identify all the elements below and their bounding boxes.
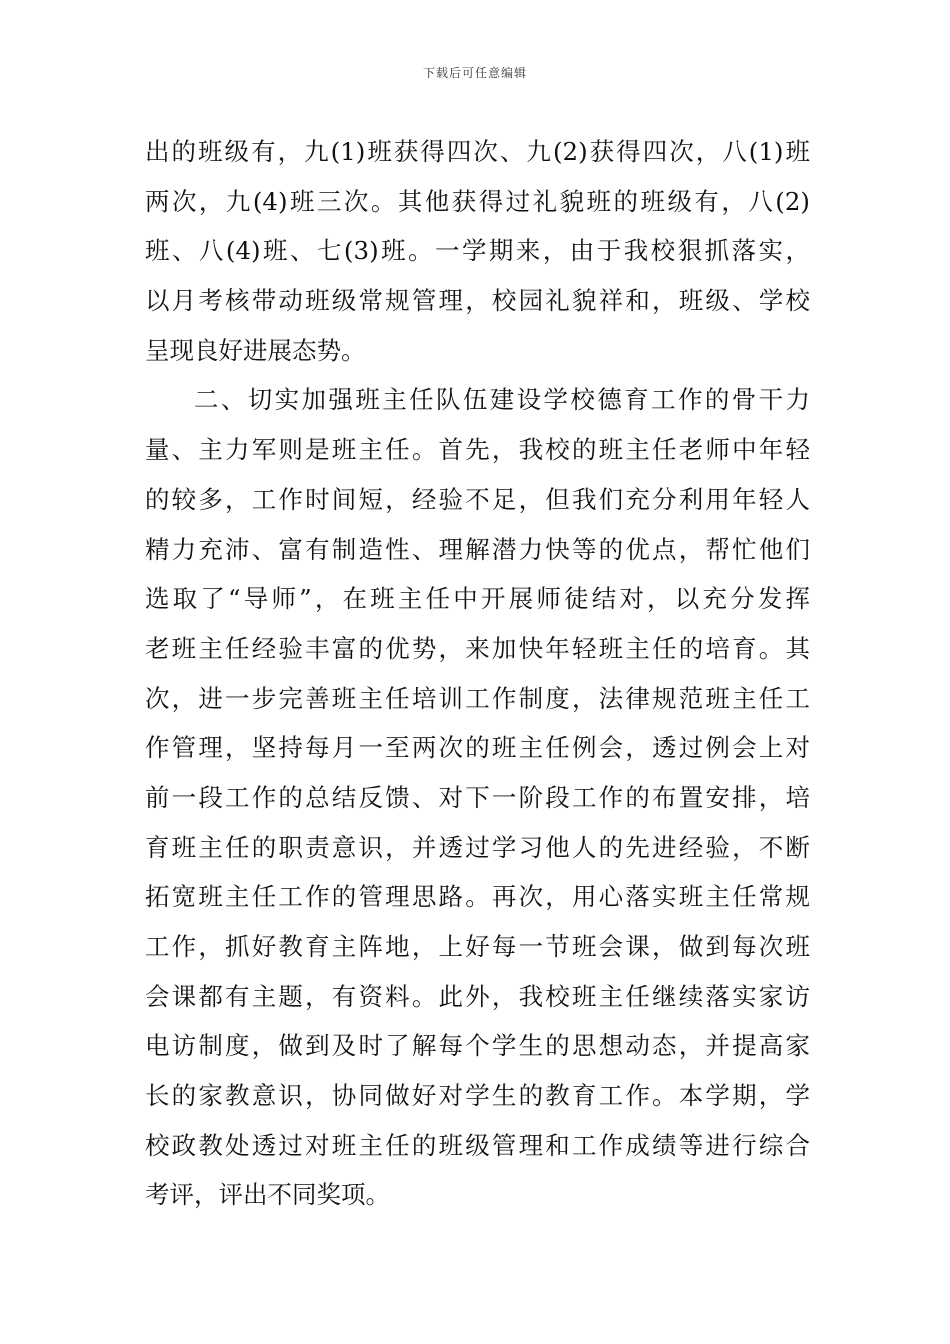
paragraph-1-line-1: 出的班级有，九(1)班获得四次、九(2)获得四次，八(1)班 (145, 137, 810, 166)
paragraph-1-line-4: 以月考核带动班级常规管理，校园礼貌祥和，班级、学校 (145, 286, 810, 316)
paragraph-1-line-5: 呈现良好进展态势。 (145, 335, 366, 365)
paragraph-2-line-4: 精力充沛、富有制造性、理解潜力快等的优点，帮忙他们 (145, 534, 810, 564)
paragraph-2-line-1: 二、切实加强班主任队伍建设学校德育工作的骨干力 (194, 385, 810, 415)
paragraph-2-line-3: 的较多，工作时间短，经验不足，但我们充分利用年轻人 (145, 484, 810, 514)
paragraph-2-line-13: 会课都有主题，有资料。此外，我校班主任继续落实家访 (145, 981, 810, 1011)
paragraph-1-line-3: 班、八(4)班、七(3)班。一学期来，由于我校狠抓落实， (145, 236, 810, 266)
paragraph-2-line-6: 老班主任经验丰富的优势，来加快年轻班主任的培育。其 (145, 633, 810, 663)
paragraph-2-line-15: 长的家教意识，协同做好对学生的教育工作。本学期，学 (145, 1081, 810, 1111)
paragraph-2-line-2: 量、主力军则是班主任。首先，我校的班主任老师中年轻 (145, 435, 810, 465)
paragraph-1-line-2: 两次，九(4)班三次。其他获得过礼貌班的班级有，八(2) (145, 186, 810, 216)
paragraph-2-line-17: 考评，评出不同奖项。 (145, 1180, 390, 1210)
paragraph-2-line-11: 拓宽班主任工作的管理思路。再次，用心落实班主任常规 (145, 882, 810, 912)
paragraph-2-line-9: 前一段工作的总结反馈、对下一阶段工作的布置安排，培 (145, 782, 810, 812)
paragraph-2-line-10: 育班主任的职责意识，并透过学习他人的先进经验，不断 (145, 832, 810, 862)
paragraph-2-line-8: 作管理，坚持每月一至两次的班主任例会，透过例会上对 (145, 733, 810, 763)
paragraph-2-line-16: 校政教处透过对班主任的班级管理和工作成绩等进行综合 (145, 1130, 810, 1160)
paragraph-2-line-7: 次，进一步完善班主任培训工作制度，法律规范班主任工 (145, 683, 810, 713)
paragraph-2-line-14: 电访制度，做到及时了解每个学生的思想动态，并提高家 (145, 1031, 810, 1061)
document-body (145, 127, 810, 1220)
paragraph-2-line-12: 工作，抓好教育主阵地，上好每一节班会课，做到每次班 (145, 932, 810, 961)
paragraph-2-line-5: 选取了“导师”，在班主任中开展师徒结对，以充分发挥 (145, 584, 810, 614)
header-note: 下载后可任意编辑 (422, 66, 527, 80)
